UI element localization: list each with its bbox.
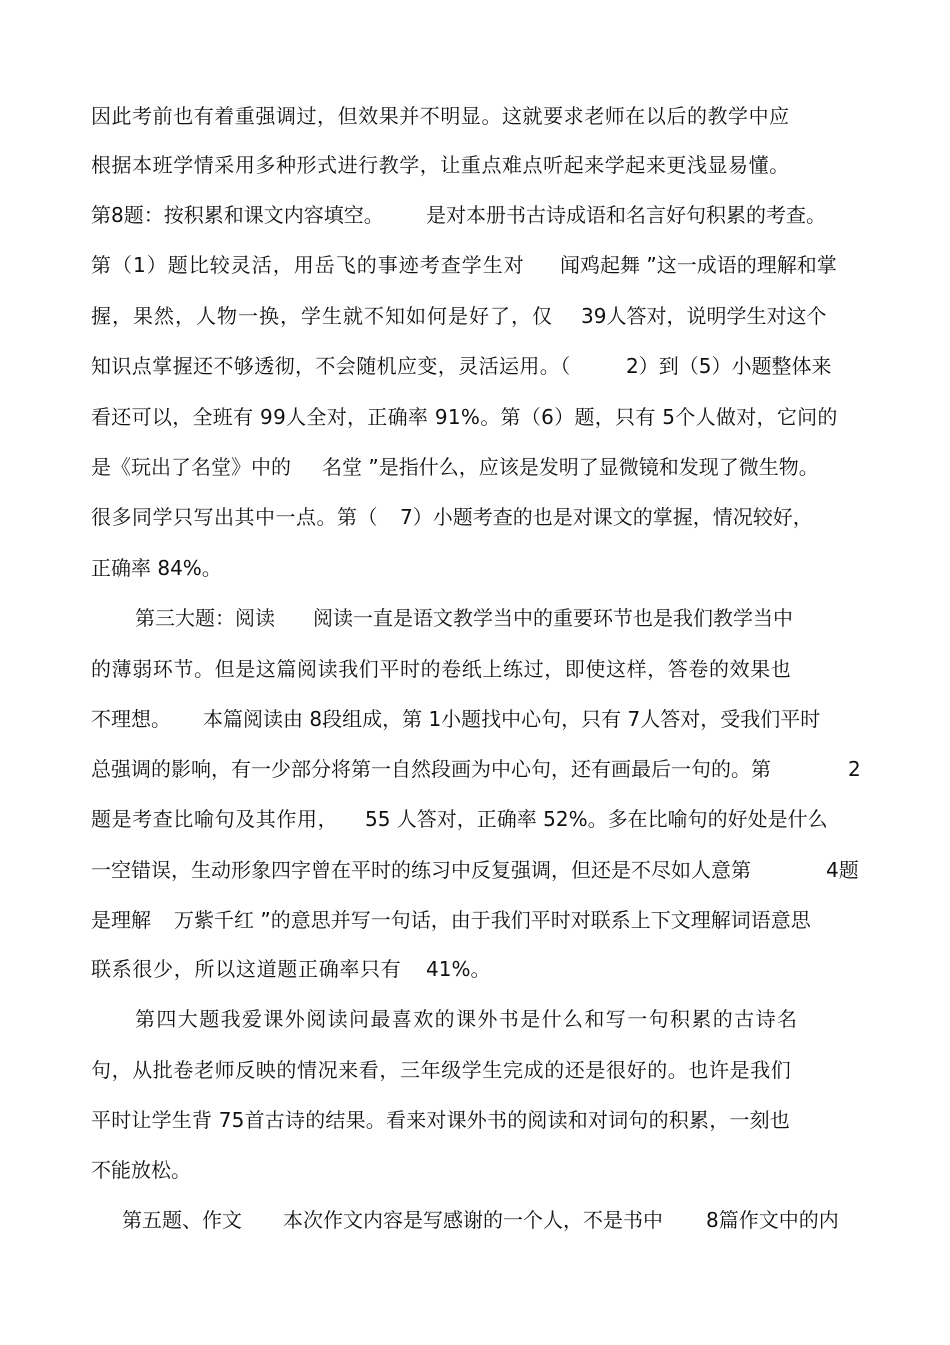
text-segment: 握，果然，人物一换，学生就不知如何是好了，仅 [91,304,553,328]
text-segment: 55 人答对，正确率 52%。多在比喻句的好处是什么 [365,807,828,831]
text-segment: 句，从批卷老师反映的情况来看，三年级学生完成的还是很好的。也许是我们 [91,1058,792,1082]
text-segment: 看还可以，全班有 99人全对，正确率 91%。第（6）题，只有 5个人做对，它问的 [91,405,838,429]
text-segment: 根据本班学情采用多种形式进行教学，让重点难点听起来学起来更浅显易懂。 [91,153,790,177]
text-segment: 很多同学只写出其中一点。第（ [91,505,378,529]
text-segment: 是《玩出了名堂》中的 [91,455,291,479]
text-segment: 第8题：按积累和课文内容填空。 [91,203,384,227]
text-segment: 总强调的影响，有一少部分将第一自然段画为中心句，还有画最后一句的。第 [91,757,771,781]
text-segment: 是对本册书古诗成语和名言好句积累的考查。 [426,203,826,227]
text-segment: 4题 [826,858,859,882]
text-segment: 联系很少，所以这道题正确率只有 [91,957,402,981]
text-segment: 不理想。 [91,707,171,731]
text-segment: 万紫千红 ”的意思并写一句话，由于我们平时对联系上下文理解词语意思 [174,908,811,932]
text-segment: 第三大题：阅读 [135,606,275,630]
text-segment: 本次作文内容是写感谢的一个人，不是书中 [283,1208,663,1232]
text-segment: 是理解 [91,908,151,932]
text-segment: 8篇作文中的内 [706,1208,839,1232]
text-segment: 平时让学生背 75首古诗的结果。看来对课外书的阅读和对词句的积累，一刻也 [91,1108,791,1132]
text-segment: 39人答对，说明学生对这个 [581,304,827,328]
text-segment: 知识点掌握还不够透彻，不会随机应变，灵活运用。（ [91,354,571,378]
text-segment: 41%。 [426,957,491,981]
text-segment: 第（1）题比较灵活，用岳飞的事迹考查学生对 [91,253,525,277]
text-segment: 题是考查比喻句及其作用， [91,807,339,831]
text-segment: 闻鸡起舞 ”这一成语的理解和掌 [560,253,837,277]
text-segment: 本篇阅读由 8段组成，第 1小题找中心句，只有 7人答对，受我们平时 [203,707,821,731]
text-segment: 不能放松。 [91,1158,191,1182]
text-segment: 阅读一直是语文教学当中的重要环节也是我们教学当中 [313,606,793,630]
text-segment: 7）小题考查的也是对课文的掌握，情况较好， [400,505,813,529]
text-segment: 因此考前也有着重强调过，但效果并不明显。这就要求老师在以后的教学中应 [91,104,790,128]
text-segment: 第五题、作文 [122,1208,242,1232]
text-segment: 名堂 ”是指什么，应该是发明了显微镜和发现了微生物。 [322,455,819,479]
text-segment: 正确率 84%。 [91,556,222,580]
text-segment: 2 [848,757,861,781]
text-segment: 第四大题我爱课外阅读问最喜欢的课外书是什么和写一句积累的古诗名 [135,1007,799,1031]
text-segment: 的薄弱环节。但是这篇阅读我们平时的卷纸上练过，即使这样，答卷的效果也 [91,657,792,681]
text-segment: 2）到（5）小题整体来 [626,354,832,378]
text-segment: 一空错误，生动形象四字曾在平时的练习中反复强调，但还是不尽如人意第 [91,858,751,882]
